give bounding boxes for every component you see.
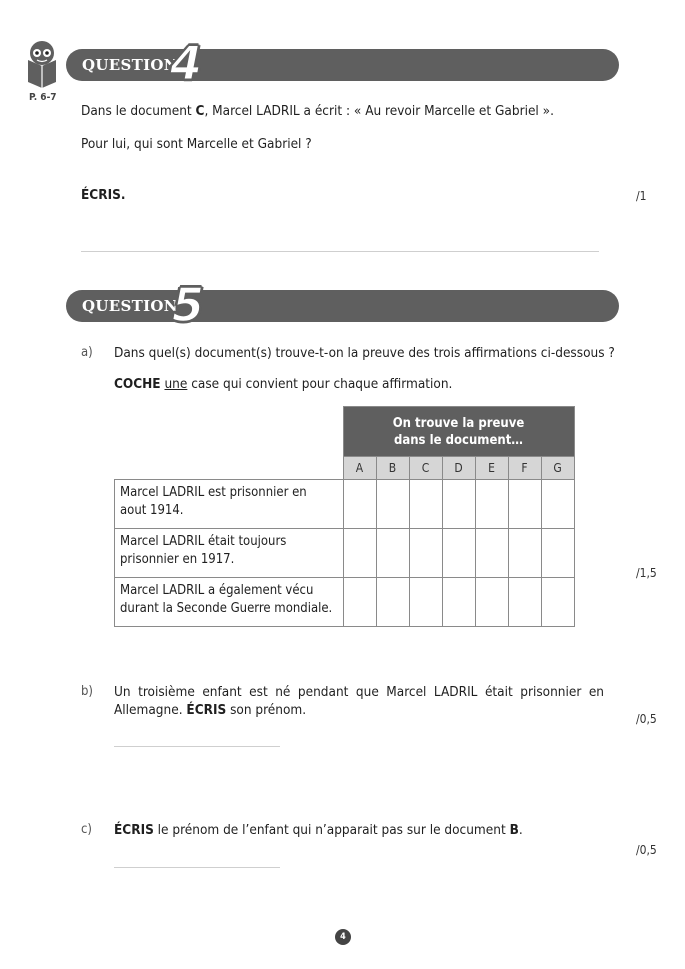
part-b-answer-line[interactable] [114,746,280,747]
part-c-answer-line[interactable] [114,867,280,868]
question-5-banner [66,290,619,322]
column-header: F [508,457,541,480]
column-header: E [475,457,508,480]
q4-instruction: ÉCRIS. [81,187,126,203]
checkbox-cell[interactable] [409,578,442,627]
checkbox-cell[interactable] [343,529,376,578]
part-b-score: /0,5 [636,712,657,726]
checkbox-cell[interactable] [376,480,409,529]
checkbox-cell[interactable] [475,529,508,578]
q4-statement: Dans le document C, Marcel LADRIL a écrit : « Au revoir Marcelle et Gabriel ». [81,103,554,119]
table-row [115,578,575,627]
checkbox-cell[interactable] [376,529,409,578]
table-row [115,480,575,529]
question-4-banner [66,49,619,81]
part-c-letter: c) [81,822,92,837]
checkbox-cell[interactable] [508,529,541,578]
part-c-question: ÉCRIS le prénom de l’enfant qui n’apparait pas sur le document B. [114,822,523,838]
q4-score: /1 [636,189,647,203]
statement-cell: Marcel LADRIL a également vécu durant la Seconde Guerre mondiale. [115,578,344,627]
q4-answer-line[interactable] [81,251,599,252]
part-c-score: /0,5 [636,843,657,857]
checkbox-cell[interactable] [508,480,541,529]
book-mascot-icon [24,38,60,92]
checkbox-cell[interactable] [475,578,508,627]
part-a-score: /1,5 [636,566,657,580]
page-number-badge: 4 [335,929,351,945]
evidence-table [114,406,575,627]
part-a-letter: a) [81,345,93,360]
column-header: A [343,457,376,480]
question-number: 5 [172,278,205,332]
page-reference: P. 6-7 [29,92,57,103]
part-a-question: Dans quel(s) document(s) trouve-t-on la preuve des trois affirmations ci-dessous ? [114,345,615,361]
checkbox-cell[interactable] [541,529,574,578]
column-header: B [376,457,409,480]
checkbox-cell[interactable] [541,578,574,627]
checkbox-cell[interactable] [475,480,508,529]
checkbox-cell[interactable] [541,480,574,529]
checkbox-cell[interactable] [442,578,475,627]
column-header: D [442,457,475,480]
part-b-question: Un troisième enfant est né pendant que Marcel LADRIL était prisonnier en Allemagne. ÉCRIS son prénom. [114,684,604,718]
table-corner [115,407,344,457]
column-header: G [541,457,574,480]
part-b-letter: b) [81,684,93,699]
checkbox-cell[interactable] [409,529,442,578]
statement-cell: Marcel LADRIL est prisonnier en aout 1914. [115,480,344,529]
question-number: 4 [170,36,203,90]
checkbox-cell[interactable] [409,480,442,529]
question-label: QUESTION [82,297,178,315]
statement-cell: Marcel LADRIL était toujours prisonnier en 1917. [115,529,344,578]
checkbox-cell[interactable] [508,578,541,627]
question-label: QUESTION [82,56,178,74]
checkbox-cell[interactable] [343,480,376,529]
checkbox-cell[interactable] [442,529,475,578]
table-row [115,529,575,578]
column-header: C [409,457,442,480]
checkbox-cell[interactable] [343,578,376,627]
checkbox-cell[interactable] [376,578,409,627]
table-header: On trouve la preuve dans le document… [343,407,574,457]
q4-question: Pour lui, qui sont Marcelle et Gabriel ? [81,136,312,152]
checkbox-cell[interactable] [442,480,475,529]
part-a-instruction: COCHE une case qui convient pour chaque affirmation. [114,376,453,392]
